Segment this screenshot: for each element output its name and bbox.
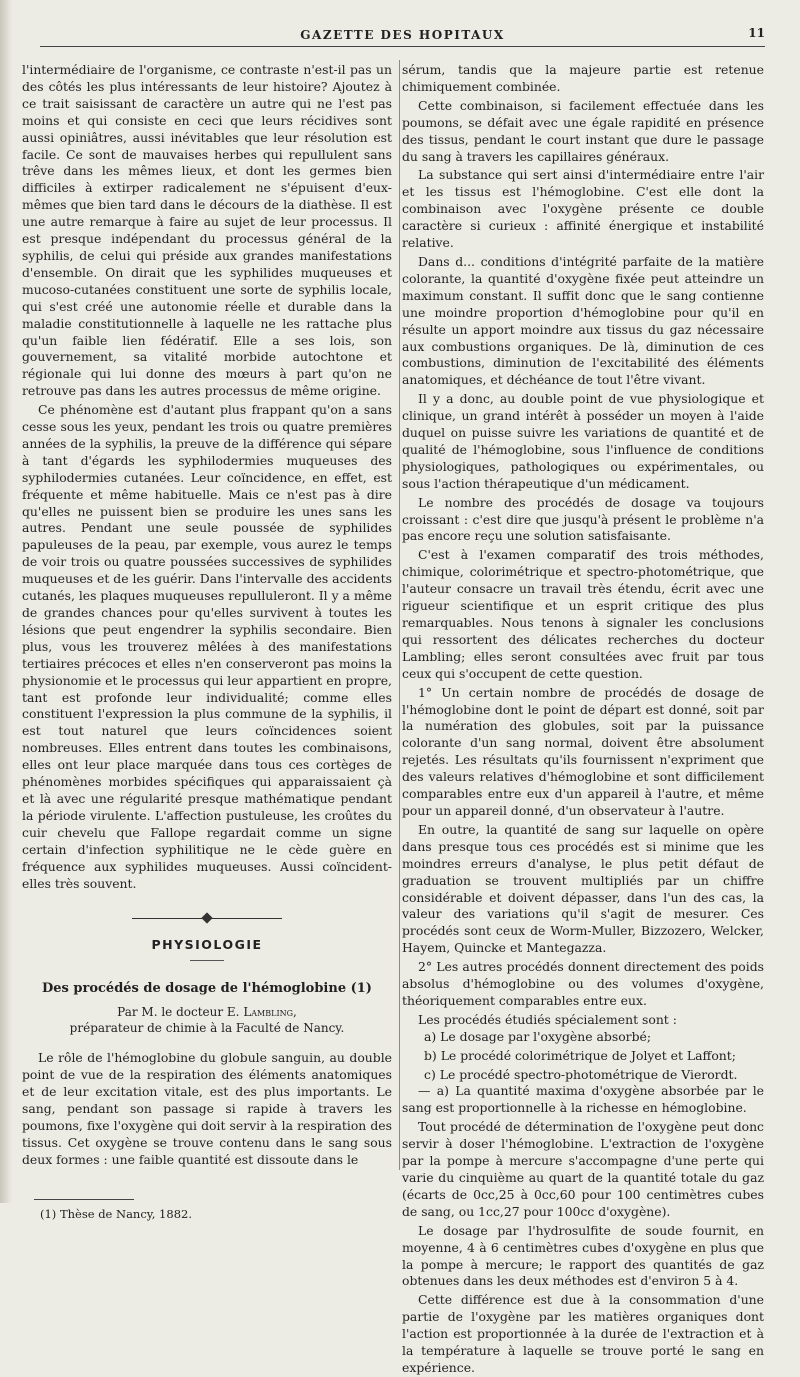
page-binding-edge <box>0 0 12 1203</box>
body-paragraph: La substance qui sert ainsi d'intermédiaire entre l'air et les tissus est l'hémoglobine. C'est elle dont la combinaison avec l'oxygène présente ce double caractère si curieux : affinité énergique et instabilité relative. <box>402 167 764 251</box>
list-item: a) Le dosage par l'oxygène absorbé; <box>424 1028 652 1044</box>
list-item: c) Le procédé spectro-photométrique de Vierordt. <box>424 1066 738 1082</box>
body-paragraph: Le dosage par l'hydrosulfite de soude fournit, en moyenne, 4 à 6 centimètres cubes d'oxygène en plus que la pompe à mercure; le rapport des quantités de gaz obtenues dans les deux méthodes est d'environ 5 à 4. <box>402 1222 764 1289</box>
body-paragraph: sérum, tandis que la majeure partie est retenue chimiquement combinée. <box>402 62 764 94</box>
body-paragraph: Cette différence est due à la consommation d'une partie de l'oxygène par les matières organiques dont l'action est proportionnée à la durée de l'extraction et à la température à laquelle se trouve porté le sang en expérience. <box>402 1292 764 1375</box>
body-paragraph: 2° Les autres procédés donnent directement des poids absolus d'hémoglobine ou des volumes d'oxygène, théoriquement comparables entre eux. <box>402 959 764 1008</box>
body-paragraph: Il y a donc, au double point de vue physiologique et clinique, un grand intérêt à posséder un moyen à l'aide duquel on puisse suivre les variations de quantité et de qualité de l'hémoglobine, sous l'influence de conditions physiologiques, pathologiques ou expérimentales, ou sous l'action thérapeutique d'un médicament. <box>402 391 764 491</box>
body-paragraph: — a) La quantité maxima d'oxygène absorbée par le sang est proportionnelle à la richesse en hémoglobine. <box>402 1083 764 1116</box>
right-column <box>402 62 764 1377</box>
procedure-list <box>402 1029 764 1084</box>
list-item: b) Le procédé colorimétrique de Jolyet et Laffont; <box>424 1047 736 1063</box>
body-paragraph: En outre, la quantité de sang sur laquelle on opère dans presque tous ces procédés est si minime que les moindres erreurs d'analyse, le plus petit défaut de graduation se trouvent multipliés par un chiffre considérable et doivent dépasser, dans l'un des cas, la valeur des variations qu'il s'agit de mesurer. Ces procédés sont ceux de Worm-Muller, Bizzozero, Welcker, Hayem, Quincke et Mantegazza. <box>402 821 764 956</box>
body-paragraph: 1° Un certain nombre de procédés de dosage de l'hémoglobine dont le point de départ est donné, soit par la numération des globules, soit par la puissance colorante d'un sang normal, doivent être absolument rejetés. Les résultats qu'ils fournissent n'expriment que des valeurs relatives d'hémoglobine et sont difficilement comparables entre eux d'un appareil à l'autre, et même pour un appareil donné, d'un observateur à l'autre. <box>402 684 764 818</box>
body-paragraph: Les procédés étudiés spécialement sont : <box>418 1011 677 1027</box>
body-paragraph: C'est à l'examen comparatif des trois méthodes, chimique, colorimétrique et spectro-photométrique, que l'auteur consacre un travail très étendu, écrit avec une rigueur scientifique et un esprit critique des plus remarquables. Nous tenons à signaler les conclusions qui ressortent des délicates recherches du docteur Lambling; elles seront consultées avec fruit par tous ceux qui s'occupent de cette question. <box>402 547 764 681</box>
article-byline <box>22 1004 392 1036</box>
byline-role: préparateur de chimie à la Faculté de Nancy. <box>69 1021 345 1036</box>
article-paragraph: Le rôle de l'hémoglobine du globule sanguin, au double point de vue de la respiration des éléments anatomiques et de leur excitation vitale, est des plus importants. Le sang, pendant son passage si rapide à travers les poumons, fixe l'oxygène qui doit servir à la respiration des tissus. Cet oxygène se trouve contenu dans le sang sous deux formes : une faible quantité est dissoute dans le <box>22 1050 392 1167</box>
body-paragraph: Le nombre des procédés de dosage va toujours croissant : c'est dire que jusqu'à présent le problème n'a pas encore reçu une solution satisfaisante. <box>402 494 764 544</box>
body-paragraph: Tout procédé de détermination de l'oxygène peut donc servir à doser l'hémoglobine. L'extraction de l'oxygène par la pompe à mercure s'accompagne d'une perte qui varie du cinquième au quart de la quantité totale du gaz (écarts de 0cc,25 à 0cc,60 pour 100 centimètres cubes de sang, ou 1cc,27 pour 100cc d'oxygène). <box>402 1119 764 1219</box>
section-separator <box>132 918 282 919</box>
footnote: (1) Thèse de Nancy, 1882. <box>40 1206 192 1221</box>
section-rule <box>190 960 224 961</box>
body-paragraph: Dans d... conditions d'intégrité parfaite de la matière colorante, la quantité d'oxygène fixée peut atteindre un maximum constant. Il suffit donc que le sang contienne une moindre proportion d'hémoglobine pour qu'il en résulte un apport moindre aux tissus du gaz nécessaire aux combustions organiques. De là, diminution de ces combustions, diminution de l'excitabilité des éléments anatomiques, et déchéance de tout l'être vivant. <box>402 253 764 388</box>
section-title: PHYSIOLOGIE <box>151 937 263 953</box>
body-paragraph: l'intermédiaire de l'organisme, ce contraste n'est-il pas un des côtés les plus intéressants de leur histoire? Ajoutez à ce trait saisissant de caractère un autre qui ne l'est pas moins et qui consiste en ceci que leurs récidives sont aussi opiniâtres, aussi inévitables que leur résolution est facile. Ce sont de mauvaises herbes qui repullulent sans trêve dans les mêmes lieux, et dont les germes bien difficiles à extirper radicalement ne s'épuisent d'eux-mêmes que bien tard dans le décours de la diathèse. Il est une autre remarque à faire au sujet de leur processus. Il est presque indépendant du processus général de la syphilis, de celui qui préside aux grandes manifestations d'ensemble. On dirait que les syphilides muqueuses et mucoso-cutanées constituent une sorte de syphilis locale, qui s'est créé une autonomie réelle et durable dans la maladie constitutionnelle à laquelle ne les rattache plus qu'un faible lien fédératif. Elle a ses lois, son gouvernement, sa vitalité morbide autochtone et régionale qui lui donne des mœurs à part qu'on ne retrouve pas dans les autres processus de même origine. <box>22 62 392 399</box>
article-title: Des procédés de dosage de l'hémoglobine (1) <box>42 981 372 997</box>
byline-prefix: Par M. le docteur E. <box>117 1005 244 1020</box>
column-divider <box>399 60 400 1170</box>
body-paragraph: Ce phénomène est d'autant plus frappant qu'on a sans cesse sous les yeux, pendant les trois ou quatre premières années de la syphilis, la preuve de la différence qui sépare à tant d'égards les syphilodermies muqueuses des syphilodermies cutanées. Leur coïncidence, en effet, est fréquente et même habituelle. Mais ce n'est pas à dire qu'elles ne puissent bien se produire les unes sans les autres. Pendant une seule poussée de syphilides papuleuses de la peau, par exemple, vous aurez le temps de voir trois ou quatre poussées successives de syphilides muqueuses et de les guérir. Dans l'intervalle des accidents cutanés, les plaques muqueuses repulluleront. Il y a même de grandes chances pour qu'elles survivent à toutes les lésions que peut engendrer la syphilis secondaire. Bien plus, vous les trouverez mêlées à des manifestations tertiaires précoces et elles n'en conserveront pas moins la physionomie et le processus qui leur appartient en propre, tant est profonde leur individualité; comme elles constituent l'expression la plus commune de la syphilis, il est tout naturel que leurs coïncidences soient nombreuses. Elles entrent dans toutes les combinaisons, elles ont leur place marquée dans tous ces cortèges de phénomènes morbides spécifiques qui apparaissaient çà et là avec une régularité presque mathématique pendant la période virulente. L'affection pustuleuse, les croûtes du cuir chevelu que Fallope regardait comme un signe certain d'infection syphilitique ne le cède guère en fréquence aux syphilides muqueuses. Aussi coïncident-elles très souvent. <box>22 402 393 891</box>
left-column <box>22 62 392 1222</box>
running-header <box>40 26 765 47</box>
page-number: 11 <box>748 26 765 40</box>
body-paragraph: Cette combinaison, si facilement effectuée dans les poumons, se défait avec une égale rapidité en présence des tissus, pendant le court instant que dure le passage du sang à travers les capillaires généraux. <box>402 97 764 164</box>
byline-author: Lambling <box>243 1005 293 1020</box>
journal-title: GAZETTE DES HOPITAUX <box>300 28 505 42</box>
footnote-rule <box>34 1199 134 1200</box>
byline-suffix: , <box>293 1005 297 1020</box>
